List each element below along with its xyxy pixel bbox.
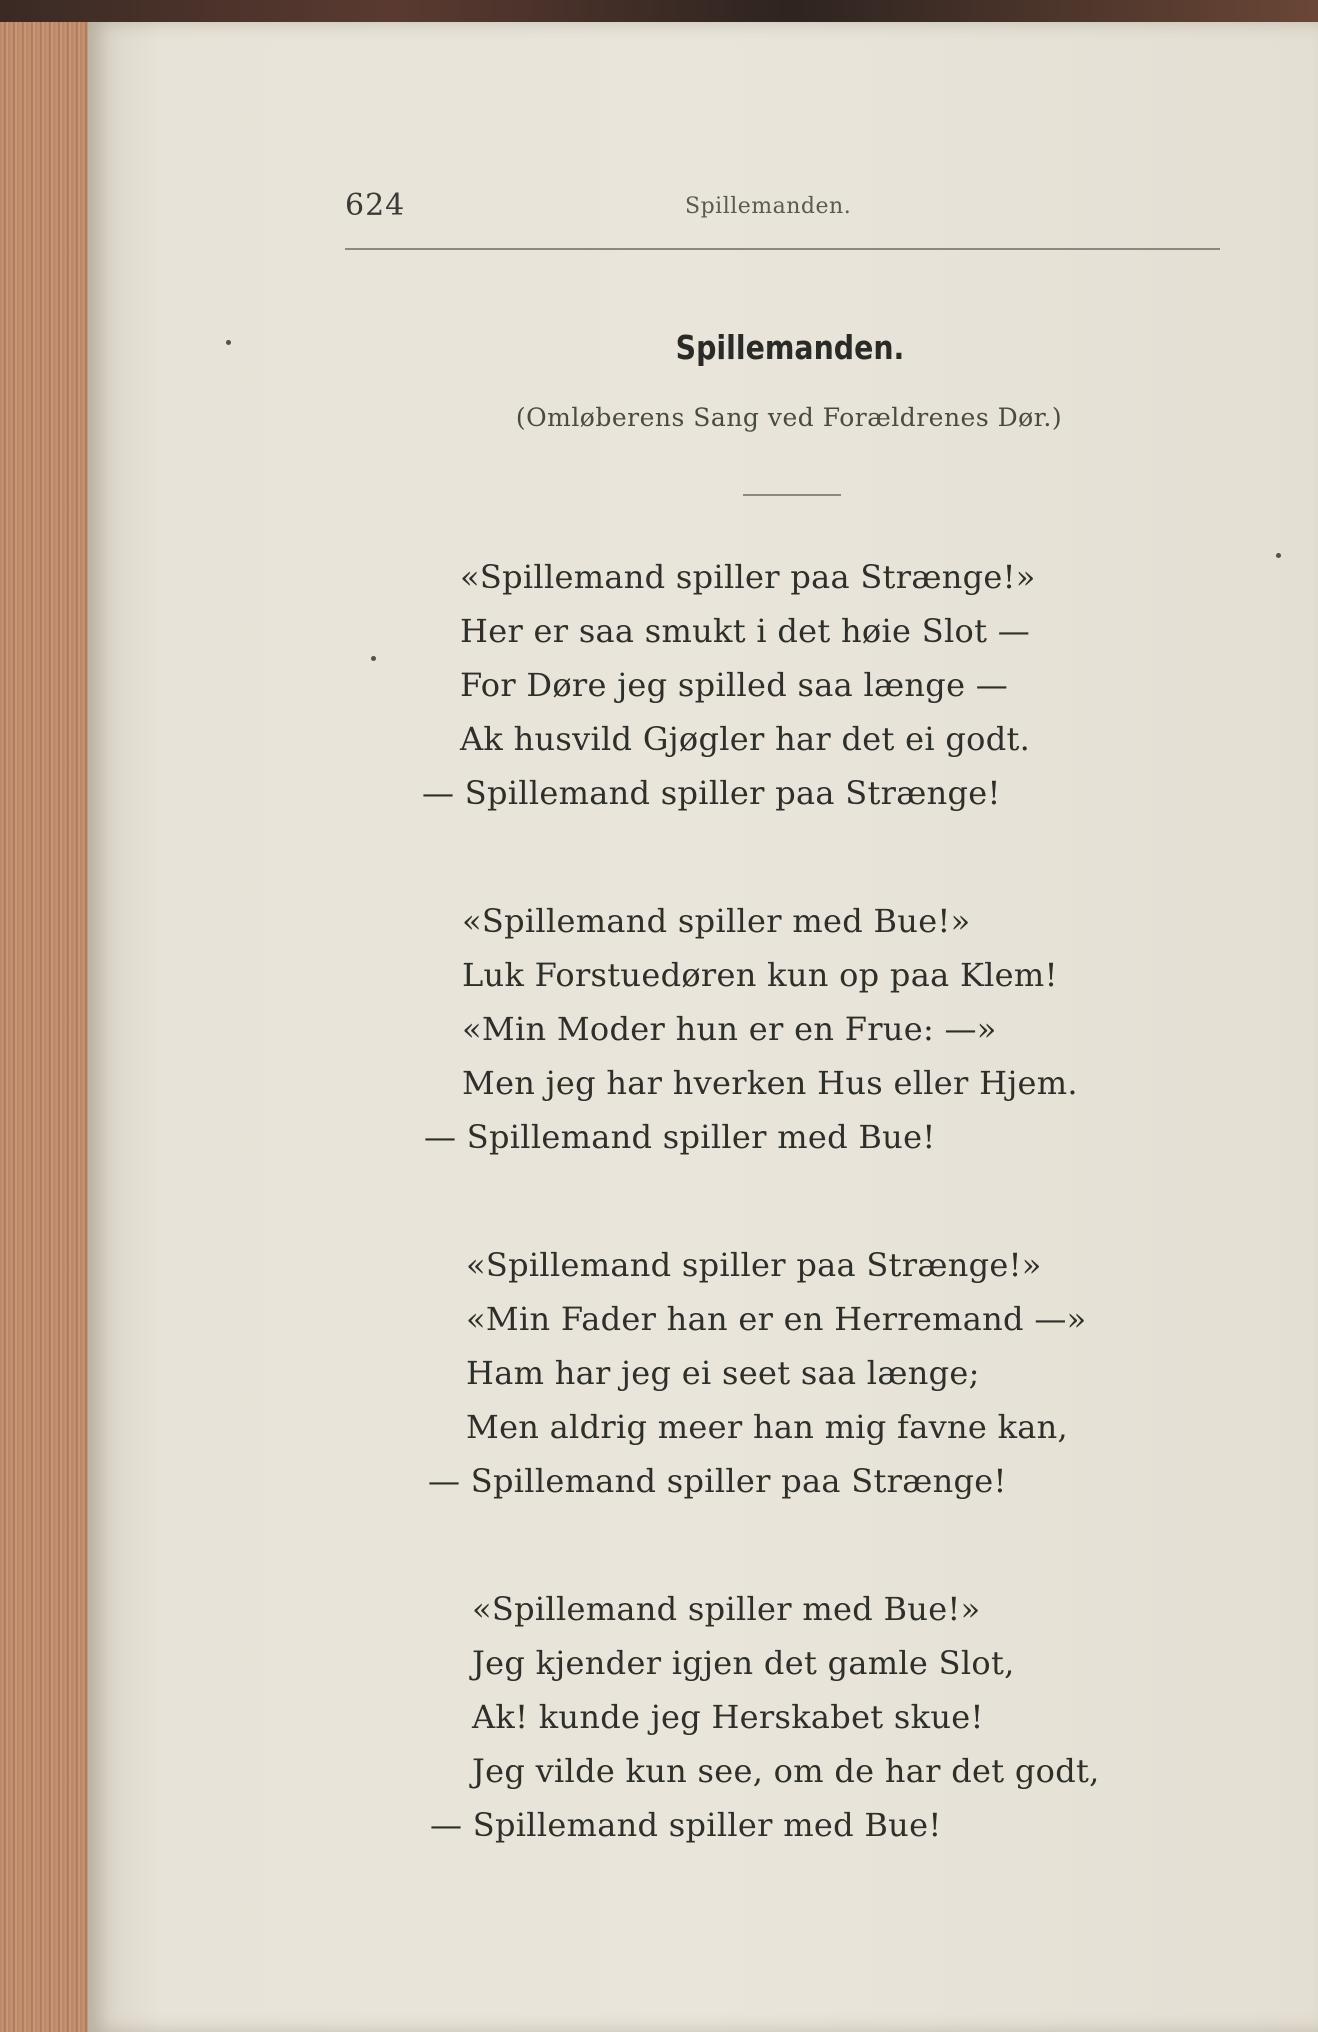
poem-title: Spillemanden.	[675, 328, 905, 367]
poem-line: Jeg vilde kun see, om de har det godt,	[472, 1752, 1100, 1790]
poem-line: — Spillemand spiller med Bue!	[430, 1806, 942, 1844]
title-rule	[743, 494, 841, 496]
poem-line: «Spillemand spiller med Bue!»	[472, 1590, 981, 1628]
poem-line: Ak! kunde jeg Herskabet skue!	[472, 1698, 984, 1736]
poem-line: For Døre jeg spilled saa længe —	[460, 666, 1009, 704]
running-head	[345, 188, 1220, 228]
poem-line: Ak husvild Gjøgler har det ei godt.	[460, 720, 1031, 758]
poem-line: — Spillemand spiller paa Strænge!	[422, 774, 1001, 812]
poem-line: «Min Moder hun er en Frue: —»	[462, 1010, 997, 1048]
poem-line: Men jeg har hverken Hus eller Hjem.	[462, 1064, 1078, 1102]
poem-line: Jeg kjender igjen det gamle Slot,	[472, 1644, 1015, 1682]
stanza	[0, 1238, 1318, 1508]
poem-line: — Spillemand spiller paa Strænge!	[428, 1462, 1007, 1500]
running-title: Spillemanden.	[685, 194, 852, 219]
poem-line: «Spillemand spiller paa Strænge!»	[460, 558, 1036, 596]
poem-line: Her er saa smukt i det høie Slot —	[460, 612, 1030, 650]
stanza	[0, 1582, 1318, 1852]
book-top-background	[0, 0, 1318, 22]
poem-line: — Spillemand spiller med Bue!	[424, 1118, 936, 1156]
poem-line: Ham har jeg ei seet saa længe;	[466, 1354, 980, 1392]
poem-line: «Spillemand spiller med Bue!»	[462, 902, 971, 940]
header-rule	[345, 248, 1220, 250]
poem-line: Luk Forstuedøren kun op paa Klem!	[462, 956, 1058, 994]
paper-speck	[226, 340, 231, 345]
poem-line: «Spillemand spiller paa Strænge!»	[466, 1246, 1042, 1284]
stanza	[0, 550, 1318, 820]
poem-line: Men aldrig meer han mig favne kan,	[466, 1408, 1069, 1446]
poem-subtitle: (Omløberens Sang ved Forældrenes Dør.)	[515, 403, 1063, 432]
page-number: 624	[345, 188, 406, 223]
stanza	[0, 894, 1318, 1164]
poem-line: «Min Fader han er en Herremand —»	[466, 1300, 1087, 1338]
poem-body	[0, 550, 1318, 1926]
